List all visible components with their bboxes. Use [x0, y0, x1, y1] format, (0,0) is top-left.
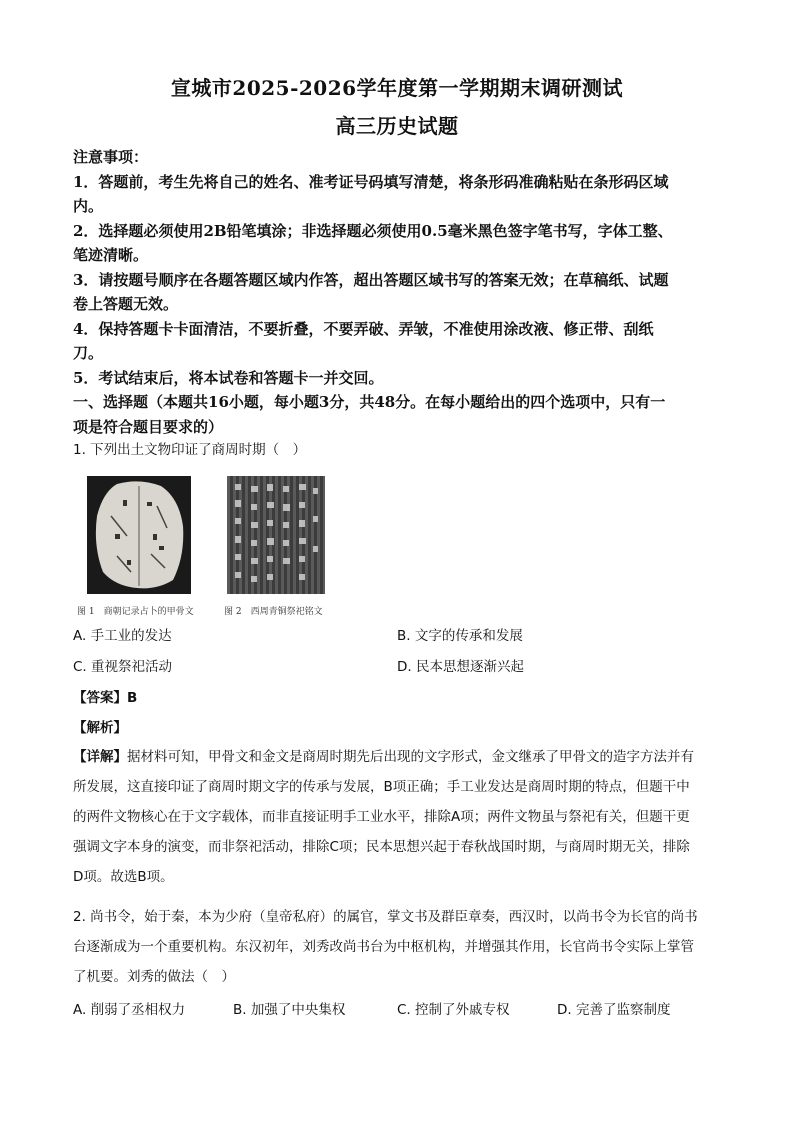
q2-stem-line: 2. 尚书令，始于秦，本为少府（皇帝私府）的属官，掌文书及群臣章奏，西汉时，以尚书令为长官的尚书 — [73, 909, 698, 925]
q2-option-c: C. 控制了外戚专权 — [397, 1002, 510, 1018]
q2-stem-line: 台逐渐成为一个重要机构。东汉初年，刘秀改尚书台为中枢机构，并增强其作用，长官尚书令实际上掌管 — [73, 939, 694, 955]
notice-line: 3．请按题号顺序在各题答题区域内作答，超出答题区域书写的答案无效；在草稿纸、试题 — [73, 270, 669, 289]
section-heading: 一、选择题（本题共16小题，每小题3分，共48分。在每小题给出的四个选项中，只有一 — [73, 393, 666, 411]
oracle-bone-image — [87, 476, 191, 594]
notice-line: 2．选择题必须使用2B铅笔填涂；非选择题必须使用0.5毫米黑色签字笔书写，字体工整、 — [73, 221, 673, 240]
section-heading: 项是符合题目要求的） — [73, 417, 224, 436]
q1-answer: 【答案】B — [73, 690, 138, 706]
exam-title: 宣城市2025-2026学年度第一学期期末调研测试 — [170, 76, 624, 100]
notice-block — [73, 145, 723, 439]
notice-line: 内。 — [73, 197, 104, 215]
detail-line: 的两件文物核心在于文字载体，而非直接证明手工业水平，排除A项；两件文物虽与祭祀有关，但题干更 — [73, 809, 690, 825]
detail-label: 【详解】 — [73, 749, 127, 765]
q1-analysis-heading: 【解析】 — [73, 720, 127, 736]
q1-option-d: D. 民本思想逐渐兴起 — [397, 659, 524, 675]
q2-option-b: B. 加强了中央集权 — [233, 1002, 346, 1018]
notice-line: 4．保持答题卡卡面清洁，不要折叠，不要弄破、弄皱，不准使用涂改液、修正带、刮纸 — [73, 319, 654, 338]
notice-heading: 注意事项： — [73, 148, 149, 166]
detail-line: D项。故选B项。 — [73, 869, 174, 885]
q2-stem-line: 了机要。刘秀的做法（ ） — [73, 969, 235, 985]
q1-stem: 1. 下列出土文物印证了商周时期（ ） — [73, 442, 307, 458]
notice-line: 笔迹清晰。 — [73, 246, 149, 264]
q1-option-a: A. 手工业的发达 — [73, 628, 172, 644]
q1-option-c: C. 重视祭祀活动 — [73, 659, 173, 675]
q1-option-b: B. 文字的传承和发展 — [397, 628, 523, 644]
detail-line: 所发展，这直接印证了商周时期文字的传承与发展，B项正确；手工业发达是商周时期的特点，但题干中 — [73, 779, 690, 795]
q2-stem — [73, 902, 723, 992]
notice-line: 刀。 — [73, 344, 104, 362]
bronze-inscription-image — [227, 476, 325, 594]
q2-option-d: D. 完善了监察制度 — [557, 1002, 671, 1018]
detail-line: 强调文字本身的演变，而非祭祀活动，排除C项；民本思想兴起于春秋战国时期，与商周时期无关，排除 — [73, 839, 690, 855]
figure-1-caption: 图 1 商朝记录占卜的甲骨文 — [77, 607, 194, 617]
q1-detail — [73, 742, 723, 892]
detail-line: 据材料可知，甲骨文和金文是商周时期先后出现的文字形式，金文继承了甲骨文的造字方法并有 — [127, 749, 694, 765]
exam-subtitle: 高三历史试题 — [335, 114, 459, 138]
notice-line: 1．答题前，考生先将自己的姓名、准考证号码填写清楚，将条形码准确粘贴在条形码区域 — [73, 172, 669, 191]
figure-2-caption: 图 2 西周青铜祭祀铭文 — [224, 607, 323, 617]
q2-option-a: A. 削弱了丞相权力 — [73, 1002, 186, 1018]
notice-line: 卷上答题无效。 — [73, 295, 179, 313]
notice-line: 5．考试结束后，将本试卷和答题卡一并交回。 — [73, 368, 384, 387]
